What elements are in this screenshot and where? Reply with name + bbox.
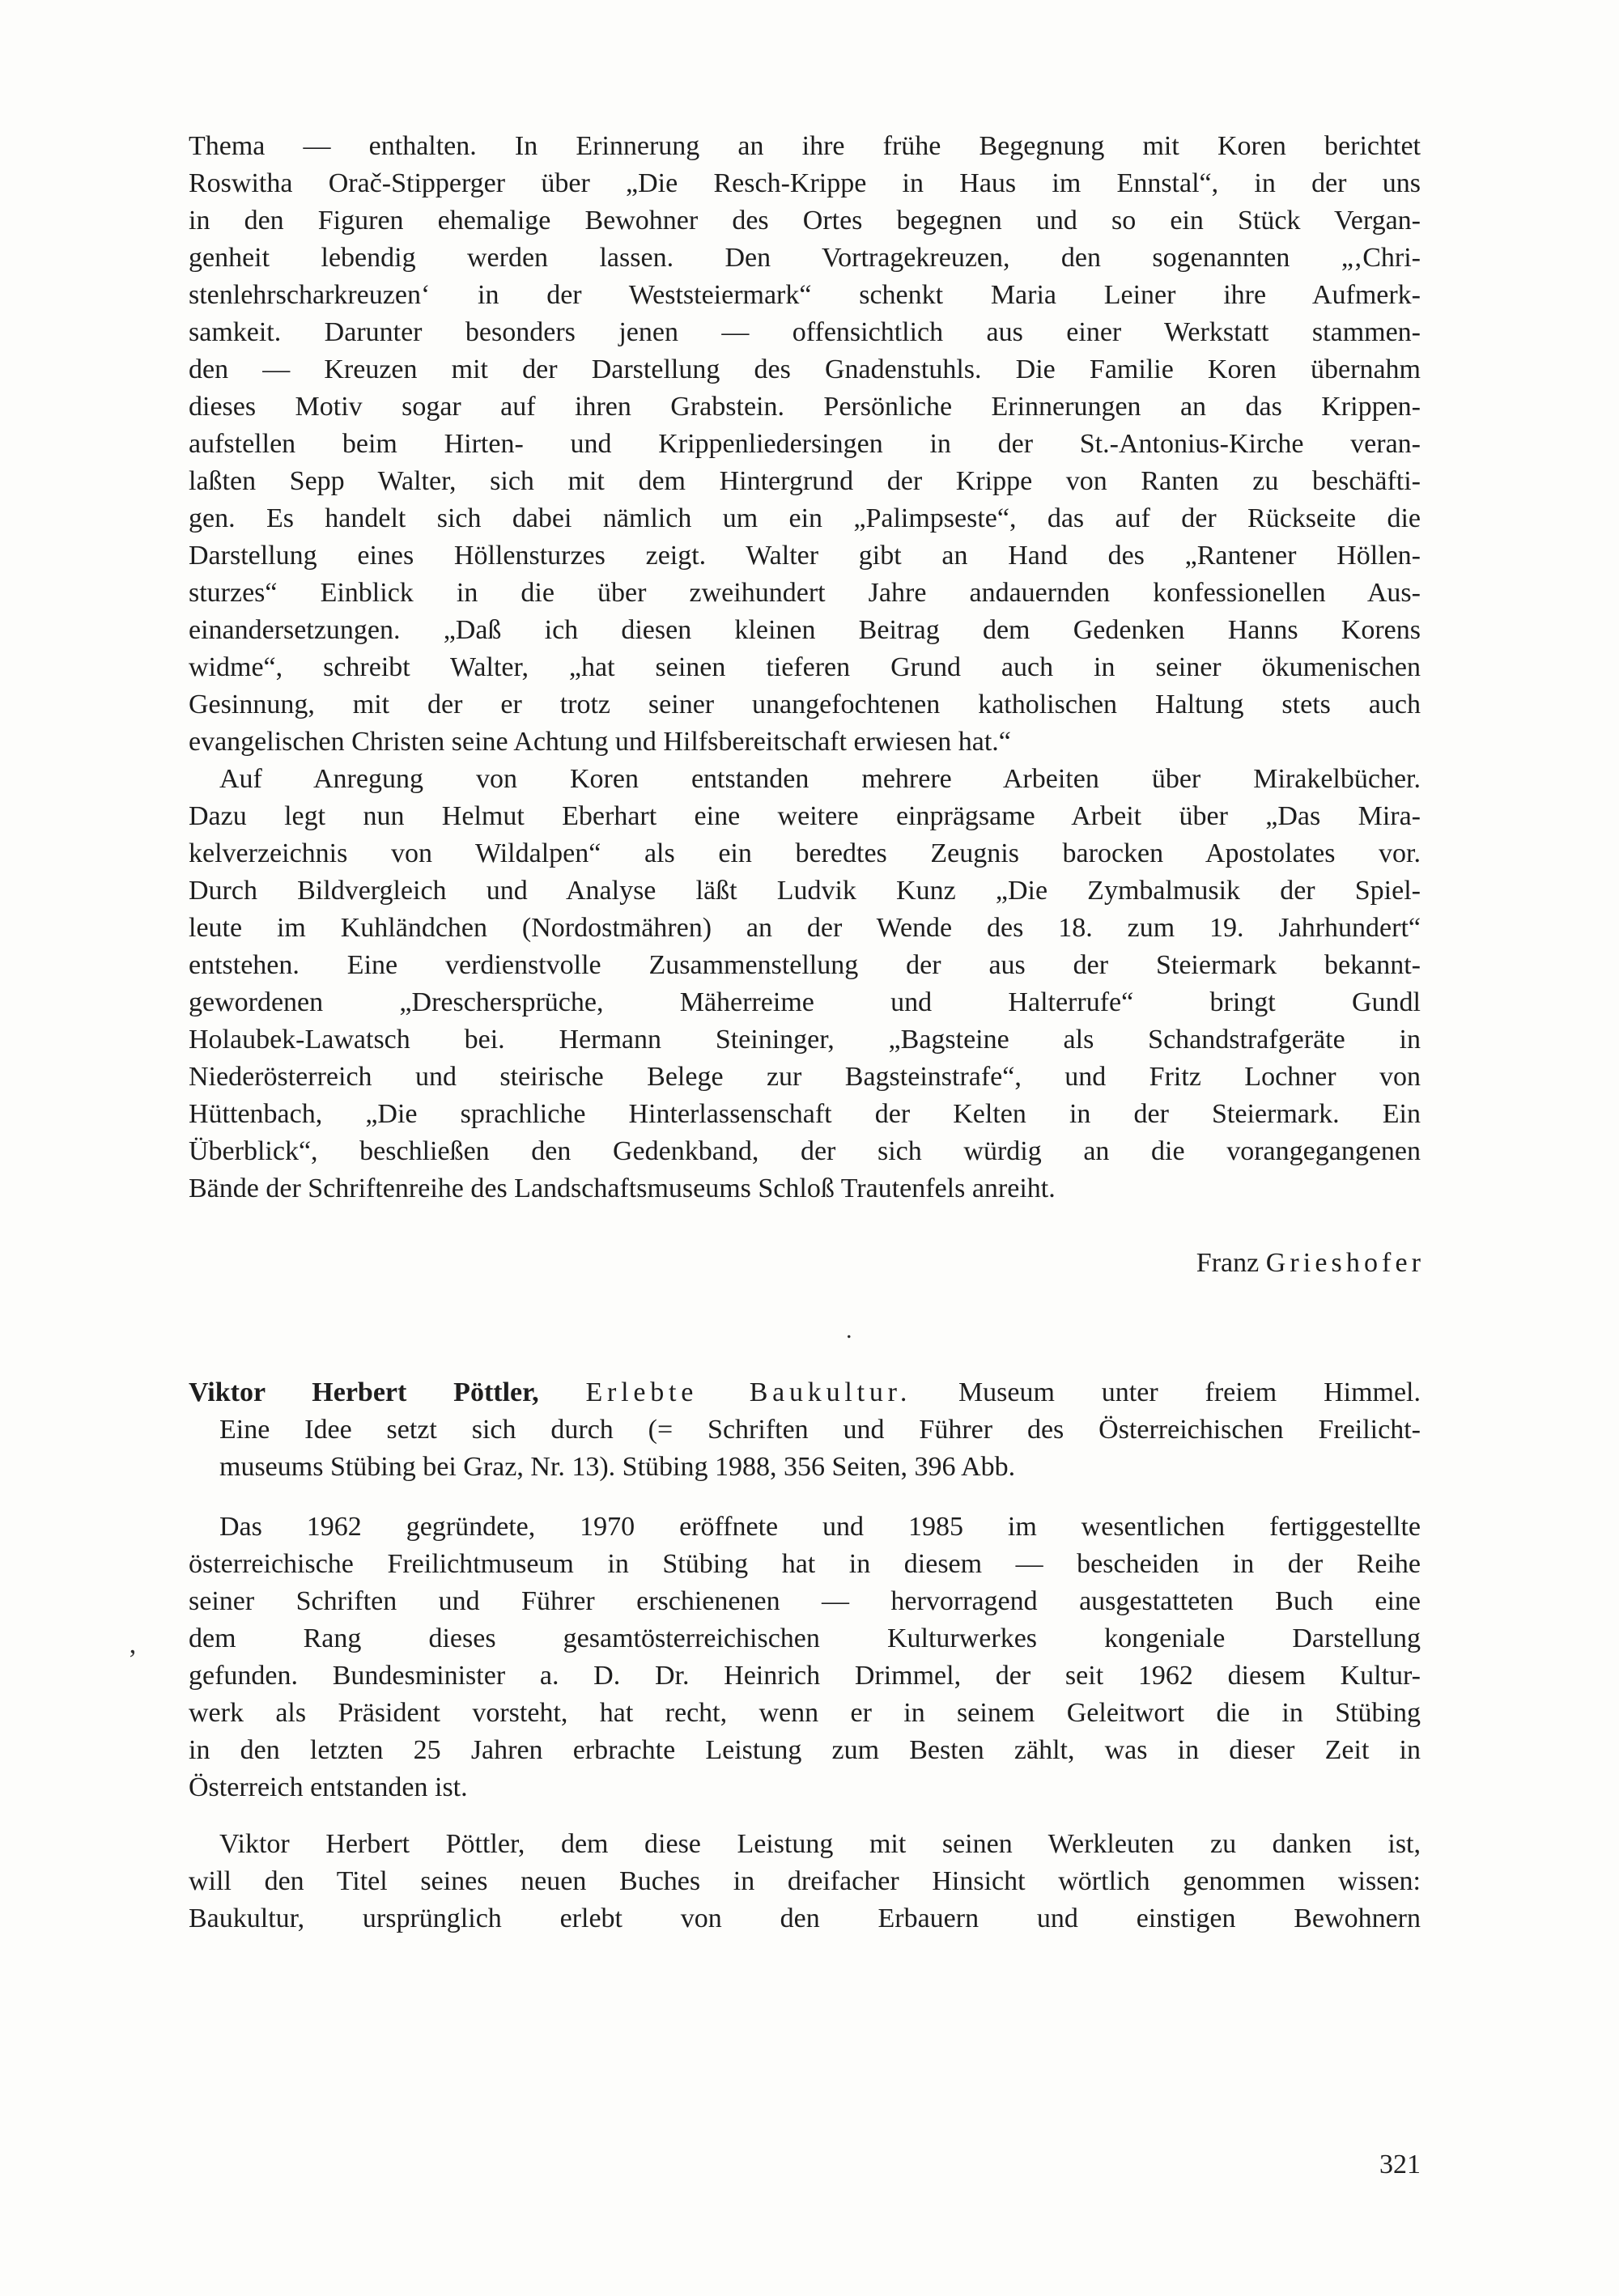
text-line: Bände der Schriftenreihe des Landschaftsmuseums Schloß Trautenfels anreiht. xyxy=(189,1173,1056,1203)
text-line: in den letzten 25 Jahren erbrachte Leistung zum Besten zählt, was in dieser Zeit in xyxy=(189,1735,1421,1765)
text-line: will den Titel seines neuen Buches in dreifacher Hinsicht wörtlich genommen wissen: xyxy=(189,1866,1421,1896)
text-column xyxy=(189,128,1426,1937)
book-title: Erlebte Baukultur. xyxy=(585,1377,912,1407)
reviewer-given-name: Franz xyxy=(1196,1248,1260,1278)
scan-artifact-tick: ’ xyxy=(128,1645,138,1674)
text-line: laßten Sepp Walter, sich mit dem Hintergrund der Krippe von Ranten zu beschäfti- xyxy=(189,466,1421,496)
text-line: entstehen. Eine verdienstvolle Zusammenstellung der aus der Steiermark bekannt- xyxy=(189,950,1421,980)
reviewer-signature xyxy=(189,1245,1426,1282)
text-line: dieses Motiv sogar auf ihren Grabstein. Persönliche Erinnerungen an das Krippen- xyxy=(189,392,1421,422)
text-line: aufstellen beim Hirten- und Krippenliedersingen in der St.-Antonius-Kirche veran- xyxy=(189,429,1421,459)
text-line: kelverzeichnis von Wildalpen“ als ein beredtes Zeugnis barocken Apostolates vor. xyxy=(189,838,1421,868)
text-line: seiner Schriften und Führer erschienenen — hervorragend ausgestatteten Buch eine xyxy=(189,1586,1421,1616)
text-line: Eine Idee setzt sich durch (= Schriften und Führer des Österreichischen Freilicht- xyxy=(219,1415,1421,1445)
book-entry-heading xyxy=(189,1374,1421,1486)
text-line: widme“, schreibt Walter, „hat seinen tieferen Grund auch in seiner ökumenischen xyxy=(189,652,1421,682)
text-line: Auf Anregung von Koren entstanden mehrere Arbeiten über Mirakelbücher. xyxy=(219,764,1421,794)
text-line: Österreich entstanden ist. xyxy=(189,1772,468,1802)
text-line: sturzes“ Einblick in die über zweihundert Jahre andauernden konfessionellen Aus- xyxy=(189,578,1421,608)
text-line: Baukultur, ursprünglich erlebt von den Erbauern und einstigen Bewohnern xyxy=(189,1903,1421,1933)
text-line: samkeit. Darunter besonders jenen — offensichtlich aus einer Werkstatt stammen- xyxy=(189,317,1421,347)
text-line: Viktor Herbert Pöttler, dem diese Leistung mit seinen Werkleuten zu danken ist, xyxy=(219,1829,1421,1859)
page-number: 321 xyxy=(1379,2150,1421,2179)
text-line: Überblick“, beschließen den Gedenkband, der sich würdig an die vorangegangenen xyxy=(189,1136,1421,1166)
text-line: evangelischen Christen seine Achtung und Hilfsbereitschaft erwiesen hat.“ xyxy=(189,727,1011,757)
text-line: Thema — enthalten. In Erinnerung an ihre frühe Begegnung mit Koren berichtet xyxy=(189,131,1421,161)
text-line: leute im Kuhländchen (Nordostmähren) an der Wende des 18. zum 19. Jahrhundert“ xyxy=(189,913,1421,943)
text-line: Holaubek-Lawatsch bei. Hermann Steininger, „Bagsteine als Schandstrafgeräte in xyxy=(189,1025,1421,1055)
book-entry-first-line xyxy=(189,1374,1421,1411)
scan-artifact-dot: . xyxy=(846,1317,852,1343)
book-entry-continuation xyxy=(189,1411,1421,1486)
paragraph-poettler-intent xyxy=(189,1826,1421,1937)
text-line: gefunden. Bundesminister a. D. Dr. Heinrich Drimmel, der seit 1962 diesem Kultur- xyxy=(189,1661,1421,1691)
text-line: Roswitha Orač-Stipperger über „Die Resch-Krippe in Haus im Ennstal“, in der uns xyxy=(189,168,1421,198)
text-line: Dazu legt nun Helmut Eberhart eine weitere einprägsame Arbeit über „Das Mira- xyxy=(189,801,1421,831)
text-line: gewordenen „Dreschersprüche, Mäherreime und Halterrufe“ bringt Gundl xyxy=(189,987,1421,1017)
text-line: den — Kreuzen mit der Darstellung des Gnadenstuhls. Die Familie Koren übernahm xyxy=(189,354,1421,384)
paragraph-museum-intro xyxy=(189,1509,1421,1806)
text-line: einandersetzungen. „Daß ich diesen kleinen Beitrag dem Gedenken Hanns Korens xyxy=(189,615,1421,645)
text-line: Gesinnung, mit der er trotz seiner unangefochtenen katholischen Haltung stets auch xyxy=(189,690,1421,719)
text-line: österreichische Freilichtmuseum in Stübing hat in diesem — bescheiden in der Reihe xyxy=(189,1549,1421,1579)
text-line: stenlehrscharkreuzen‘ in der Weststeiermark“ schenkt Maria Leiner ihre Aufmerk- xyxy=(189,280,1421,310)
text-line: werk als Präsident vorsteht, hat recht, wenn er in seinem Geleitwort die in Stübing xyxy=(189,1698,1421,1728)
book-subtitle: Museum unter freiem Himmel. xyxy=(958,1377,1421,1407)
text-line: Niederösterreich und steirische Belege zur Bagsteinstrafe“, und Fritz Lochner von xyxy=(189,1062,1421,1092)
text-line: Das 1962 gegründete, 1970 eröffnete und 1985 im wesentlichen fertiggestellte xyxy=(219,1512,1421,1542)
paragraph-memorial-continuation xyxy=(189,128,1421,761)
text-line: Hüttenbach, „Die sprachliche Hinterlassenschaft der Kelten in der Steiermark. Ein xyxy=(189,1099,1421,1129)
text-line: museums Stübing bei Graz, Nr. 13). Stübing 1988, 356 Seiten, 396 Abb. xyxy=(219,1452,1016,1482)
book-author: Viktor Herbert Pöttler, xyxy=(189,1377,539,1407)
reviewer-surname: Grieshofer xyxy=(1265,1248,1426,1278)
paragraph-mirakel-overview xyxy=(189,761,1421,1207)
text-line: Durch Bildvergleich und Analyse läßt Ludvik Kunz „Die Zymbalmusik der Spiel- xyxy=(189,876,1421,906)
text-line: in den Figuren ehemalige Bewohner des Ortes begegnen und so ein Stück Vergan- xyxy=(189,206,1421,236)
text-line: genheit lebendig werden lassen. Den Vortragekreuzen, den sogenannten „‚Chri- xyxy=(189,243,1421,273)
text-line: Darstellung eines Höllensturzes zeigt. Walter gibt an Hand des „Rantener Höllen- xyxy=(189,541,1421,571)
text-line: gen. Es handelt sich dabei nämlich um ein „Palimpseste“, das auf der Rückseite die xyxy=(189,503,1421,533)
text-line: dem Rang dieses gesamtösterreichischen Kulturwerkes kongeniale Darstellung xyxy=(189,1623,1421,1653)
